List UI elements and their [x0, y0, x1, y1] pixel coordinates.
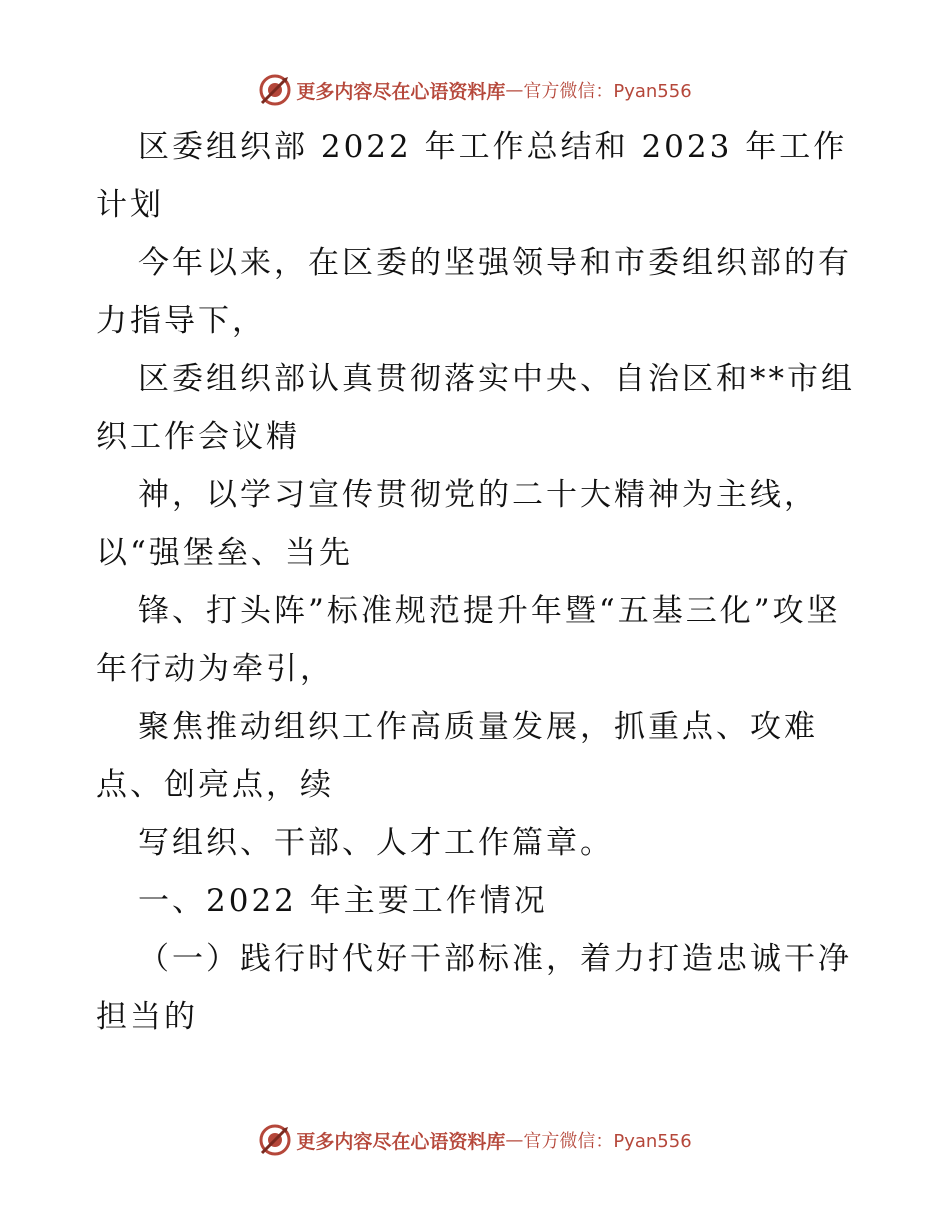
paragraph-4: 锋、打头阵”标准规范提升年暨“五基三化”攻坚年行动为牵引，	[96, 593, 841, 687]
paragraph-6: 写组织、干部、人才工作篇章。	[138, 825, 614, 861]
paragraph-5: 聚焦推动组织工作高质量发展，抓重点、攻难点、创亮点，续	[96, 709, 818, 803]
paragraph-1: 今年以来，在区委的坚强领导和市委组织部的有力指导下，	[96, 245, 852, 339]
document-title: 区委组织部 2022 年工作总结和 2023 年工作计划	[96, 129, 848, 223]
header-watermark-banner	[0, 70, 950, 110]
brand-logo-icon	[258, 1123, 292, 1157]
subsection-heading-1: （一）践行时代好干部标准，着力打造忠诚干净担当的	[96, 941, 852, 1035]
brand-logo-icon	[258, 73, 292, 107]
banner-separator: —	[505, 79, 524, 101]
document-body	[96, 118, 856, 1046]
footer-watermark-banner	[0, 1120, 950, 1160]
paragraph-3: 神，以学习宣传贯彻党的二十大精神为主线，以“强堡垒、当先	[96, 477, 818, 571]
brand-text: 更多内容尽在心语资料库	[296, 80, 506, 103]
section-heading-1: 一、2022 年主要工作情况	[138, 883, 548, 919]
wechat-text: 官方微信：Pyan556	[523, 81, 692, 102]
banner-separator: —	[505, 1129, 524, 1151]
brand-text: 更多内容尽在心语资料库	[296, 1130, 506, 1153]
paragraph-2: 区委组织部认真贯彻落实中央、自治区和**市组织工作会议精	[96, 361, 855, 455]
wechat-text: 官方微信：Pyan556	[523, 1131, 692, 1152]
